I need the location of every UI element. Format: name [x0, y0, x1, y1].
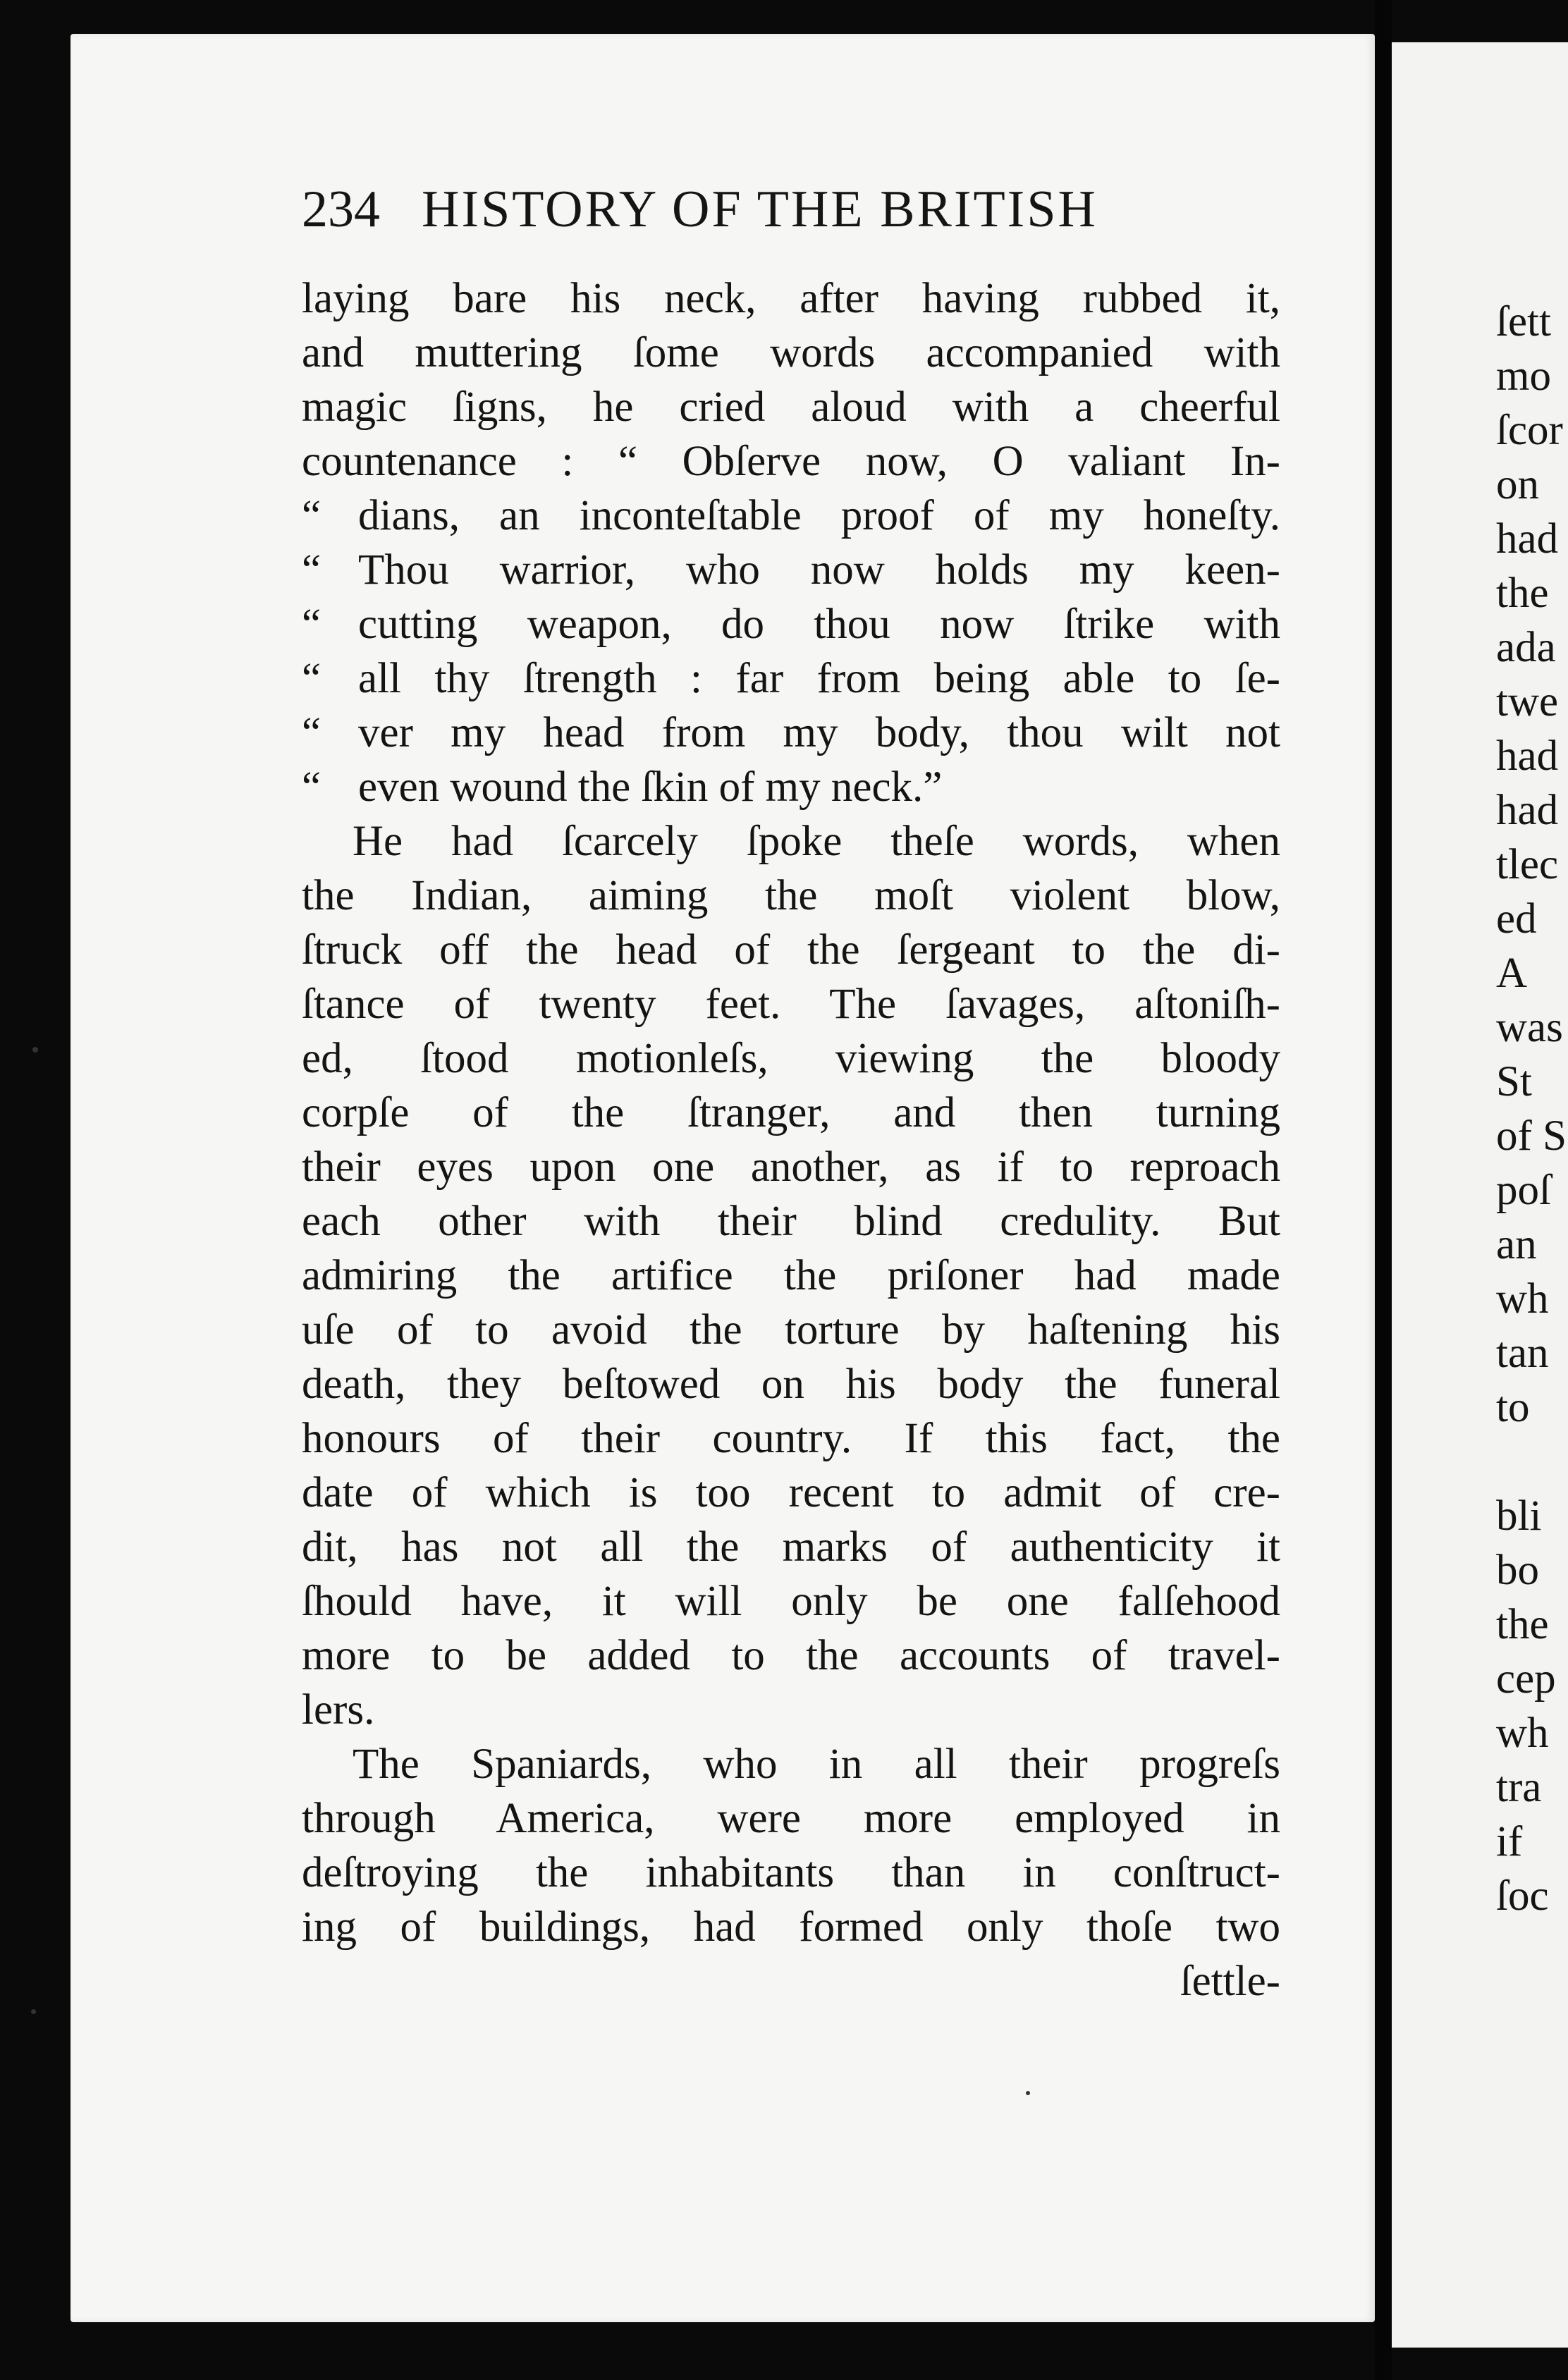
text-line: [302, 1846, 1280, 1900]
right-page-fragment: if: [1496, 1818, 1523, 1865]
line-text: honours of their country. If this fact, the: [302, 1415, 1280, 1462]
text-line: [302, 380, 1280, 434]
scan-speck: [32, 1047, 38, 1053]
book-gutter: [1375, 0, 1392, 2380]
right-page-fragment: ſoc: [1496, 1872, 1549, 1920]
text-line: [302, 869, 1280, 923]
line-text: deſtroying the inhabitants than in conſtruct-: [302, 1849, 1280, 1896]
line-text: lers.: [302, 1686, 375, 1734]
line-text: date of which is too recent to admit of cre-: [302, 1469, 1280, 1516]
text-line: [302, 1900, 1280, 1954]
line-text: ver my head from my body, thou wilt not: [358, 709, 1280, 756]
line-text: cutting weapon, do thou now ſtrike with: [358, 601, 1280, 648]
right-page-fragment: had: [1496, 515, 1559, 563]
right-page-fragment: tan: [1496, 1330, 1549, 1377]
right-page-fragment: an: [1496, 1221, 1537, 1268]
text-line: [302, 1574, 1280, 1628]
right-page-fragment: tra: [1496, 1764, 1542, 1811]
line-text: ſhould have, it will only be one falſehood: [302, 1578, 1280, 1625]
text-line: [302, 326, 1280, 380]
right-page-fragment: had: [1496, 732, 1559, 780]
text-line: [302, 814, 1280, 869]
quotation-mark: “: [302, 655, 321, 702]
right-page-fragment: bli: [1496, 1492, 1542, 1540]
text-line: [302, 1737, 1280, 1791]
line-text: The Spaniards, who in all their progreſs: [353, 1741, 1280, 1788]
right-page-fragment: on: [1496, 461, 1539, 508]
text-line: [302, 1411, 1280, 1466]
line-text: all thy ſtrength : far from being able to ſe-: [358, 655, 1280, 702]
right-page-fragment: ed: [1496, 895, 1537, 943]
right-page-fragment: had: [1496, 787, 1559, 834]
text-line: [302, 651, 1280, 706]
right-page-fragment: the: [1496, 570, 1549, 617]
running-header: [302, 180, 1303, 250]
line-text: death, they beſtowed on his body the funeral: [302, 1361, 1280, 1408]
line-text: and muttering ſome words accompanied with: [302, 329, 1280, 376]
line-text: the Indian, aiming the moſt violent blow,: [302, 872, 1280, 919]
right-page-fragments: [1496, 295, 1568, 1923]
line-text: each other with their blind credulity. But: [302, 1198, 1280, 1245]
right-page-fragment: cep: [1496, 1655, 1556, 1703]
text-line: [302, 977, 1280, 1031]
left-page-body: [302, 271, 1280, 2008]
right-page-fragment: the: [1496, 1601, 1549, 1648]
text-line: [302, 1249, 1280, 1303]
right-page-fragment: [1496, 1435, 1568, 1489]
text-line: [302, 1357, 1280, 1411]
line-text: admiring the artifice the priſoner had made: [302, 1252, 1280, 1299]
line-text: uſe of to avoid the torture by haſtening his: [302, 1306, 1280, 1354]
text-line: [302, 760, 1280, 814]
text-line: [302, 1954, 1280, 2008]
page-number: 234: [302, 180, 380, 238]
text-line: [302, 1031, 1280, 1086]
right-page-fragment: poſ: [1496, 1167, 1551, 1214]
right-page-fragment: to: [1496, 1384, 1530, 1431]
quotation-mark: “: [302, 601, 321, 648]
line-text: ſettle-: [1180, 1958, 1280, 2005]
line-text: ſtance of twenty feet. The ſavages, aſtoniſh-: [302, 981, 1280, 1028]
line-text: dit, has not all the marks of authenticity it: [302, 1523, 1280, 1571]
line-text: ed, ſtood motionleſs, viewing the bloody: [302, 1035, 1280, 1082]
right-page-fragment: mo: [1496, 352, 1551, 400]
line-text: Thou warrior, who now holds my keen-: [358, 546, 1280, 594]
text-line: [302, 706, 1280, 760]
text-line: [302, 1520, 1280, 1574]
text-line: [302, 1466, 1280, 1520]
text-line: [302, 1086, 1280, 1140]
right-page-fragment: wh: [1496, 1275, 1549, 1323]
text-line: [302, 434, 1280, 489]
text-line: [302, 489, 1280, 543]
line-text: even wound the ſkin of my neck.”: [358, 763, 943, 811]
line-text: ſtruck off the head of the ſergeant to the di-: [302, 926, 1280, 974]
text-line: [302, 543, 1280, 597]
line-text: countenance : “ Obſerve now, O valiant In-: [302, 438, 1280, 485]
quotation-mark: “: [302, 763, 321, 811]
right-page-fragment: ada: [1496, 624, 1556, 671]
text-line: [302, 1140, 1280, 1194]
line-text: laying bare his neck, after having rubbed it,: [302, 275, 1280, 322]
line-text: dians, an inconteſtable proof of my honeſty.: [358, 492, 1280, 539]
text-line: [302, 1791, 1280, 1846]
text-line: [302, 1683, 1280, 1737]
text-line: [302, 1303, 1280, 1357]
text-line: [302, 271, 1280, 326]
scan-speck: [31, 2009, 36, 2014]
quotation-mark: “: [302, 709, 321, 756]
line-text: corpſe of the ſtranger, and then turning: [302, 1089, 1280, 1136]
right-page-fragment: of S: [1496, 1112, 1567, 1160]
quotation-mark: “: [302, 546, 321, 594]
right-page-fragment: wh: [1496, 1710, 1549, 1757]
quotation-mark: “: [302, 492, 321, 539]
text-line: [302, 1628, 1280, 1683]
right-page-fragment: twe: [1496, 678, 1559, 725]
right-page-fragment: ſett: [1496, 298, 1551, 345]
right-page-fragment: St: [1496, 1058, 1532, 1105]
text-line: [302, 1194, 1280, 1249]
right-page-fragment: ſcor: [1496, 407, 1563, 454]
right-page-fragment: was: [1496, 1004, 1563, 1051]
line-text: more to be added to the accounts of travel-: [302, 1632, 1280, 1679]
line-text: magic ſigns, he cried aloud with a cheerful: [302, 384, 1280, 431]
right-page-fragment: bo: [1496, 1547, 1539, 1594]
right-page-fragment: A: [1496, 950, 1528, 997]
line-text: their eyes upon one another, as if to reproach: [302, 1143, 1280, 1191]
line-text: ing of buildings, had formed only thoſe two: [302, 1903, 1280, 1951]
right-page-fragment: tlec: [1496, 841, 1559, 888]
running-title: HISTORY OF THE BRITISH: [422, 180, 1098, 238]
text-line: [302, 597, 1280, 651]
line-text: through America, were more employed in: [302, 1795, 1280, 1842]
text-line: [302, 923, 1280, 977]
scan-speck: [1026, 2091, 1030, 2095]
line-text: He had ſcarcely ſpoke theſe words, when: [353, 818, 1280, 865]
